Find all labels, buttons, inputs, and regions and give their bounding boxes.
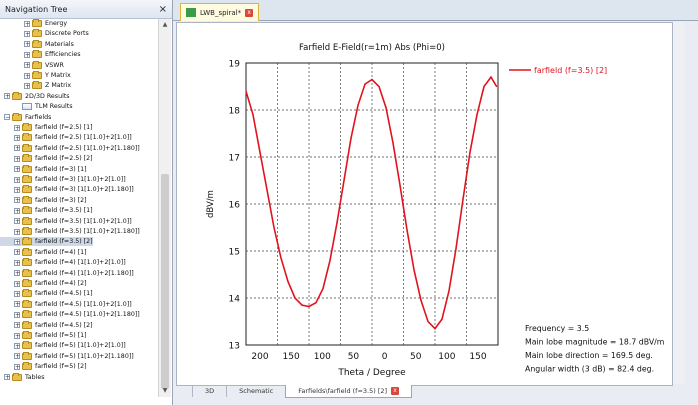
tree-item-label: farfield (f=4.5) [1] bbox=[35, 290, 93, 298]
tree-item-label: 2D/3D Results bbox=[25, 92, 70, 100]
data-point bbox=[357, 105, 358, 106]
data-point bbox=[496, 86, 497, 87]
tree-item[interactable] bbox=[0, 175, 126, 184]
tree-item-label: farfield (f=3.5) [1[1.0]+2[1.180]] bbox=[35, 228, 140, 235]
expand-icon[interactable]: + bbox=[15, 249, 21, 257]
data-point bbox=[385, 107, 386, 108]
tree-item-label: farfield (f=2.5) [1[1.0]+2[1.180]] bbox=[35, 144, 140, 152]
tree-item-label: farfield (f=4.5) [1[1.0]+2[1.0]] bbox=[35, 300, 132, 308]
tree-item-label: farfield (f=3) [2] bbox=[35, 196, 87, 204]
tree-item-label: Discrete Ports bbox=[45, 30, 89, 38]
tree-item[interactable] bbox=[0, 362, 87, 371]
bottom-tab[interactable] bbox=[285, 385, 412, 398]
folder-icon bbox=[22, 311, 32, 318]
expand-icon[interactable]: + bbox=[15, 332, 21, 340]
tree-item-label: TLM Results bbox=[35, 103, 73, 111]
data-point bbox=[315, 302, 316, 303]
x-tick-label: 0 bbox=[381, 352, 388, 362]
tree-item-label: farfield (f=5) [2] bbox=[35, 363, 87, 371]
expand-icon[interactable]: + bbox=[15, 228, 21, 236]
folder-icon bbox=[22, 259, 32, 266]
expand-icon[interactable]: + bbox=[15, 353, 21, 361]
expand-icon[interactable]: + bbox=[15, 342, 21, 350]
tree-item[interactable] bbox=[0, 300, 132, 309]
bottom-tab-bar bbox=[176, 385, 671, 405]
folder-icon bbox=[32, 30, 42, 37]
data-point bbox=[413, 269, 414, 270]
data-point bbox=[280, 257, 281, 258]
data-point bbox=[476, 114, 477, 115]
data-point bbox=[427, 321, 428, 322]
x-tick-label: 200 bbox=[251, 352, 269, 362]
tree-item[interactable] bbox=[0, 71, 71, 80]
tree-item[interactable] bbox=[0, 341, 126, 350]
data-point bbox=[434, 328, 435, 329]
folder-icon bbox=[22, 155, 32, 162]
folder-icon bbox=[22, 228, 32, 235]
folder-icon bbox=[22, 301, 32, 308]
tree-item-label: farfield (f=3) [1[1.0]+2[1.180]] bbox=[35, 186, 134, 194]
x-tick-label: 50 bbox=[347, 352, 360, 362]
expand-icon[interactable]: + bbox=[25, 20, 31, 28]
folder-icon bbox=[32, 51, 42, 58]
folder-icon bbox=[32, 41, 42, 48]
tree-item-label: VSWR bbox=[45, 61, 64, 69]
tab-lwb-spiral[interactable] bbox=[180, 3, 259, 21]
tree-item[interactable] bbox=[0, 227, 140, 236]
expand-icon[interactable]: + bbox=[15, 197, 21, 205]
expand-icon[interactable]: + bbox=[25, 41, 31, 49]
folder-icon bbox=[22, 218, 32, 225]
close-tab-icon[interactable]: x bbox=[245, 9, 253, 17]
navigation-tree-panel bbox=[0, 0, 173, 405]
chart-title: Farfield E-Field(r=1m) Abs (Phi=0) bbox=[299, 43, 445, 53]
tree-item[interactable] bbox=[0, 185, 134, 194]
tree-item[interactable] bbox=[0, 154, 93, 163]
data-point bbox=[455, 248, 456, 249]
expand-icon[interactable]: + bbox=[5, 93, 11, 101]
expand-icon[interactable]: + bbox=[15, 218, 21, 226]
collapse-icon[interactable]: − bbox=[5, 114, 11, 122]
y-tick-label: 16 bbox=[228, 200, 240, 211]
folder-icon bbox=[22, 290, 32, 297]
tree-item-label: farfield (f=3) [1] bbox=[35, 165, 87, 173]
tree-scrollbar[interactable] bbox=[158, 19, 171, 397]
tree-item[interactable] bbox=[0, 81, 71, 90]
y-tick-label: 18 bbox=[228, 106, 240, 117]
data-point bbox=[273, 227, 274, 228]
tree-item[interactable] bbox=[0, 352, 134, 361]
tree-item-label: farfield (f=3.5) [1] bbox=[35, 207, 93, 215]
tree-item[interactable] bbox=[0, 373, 45, 382]
bottom-tab[interactable] bbox=[226, 385, 285, 397]
folder-icon bbox=[22, 322, 32, 329]
data-point bbox=[294, 297, 295, 298]
plot-panel bbox=[176, 22, 673, 386]
data-point bbox=[350, 138, 351, 139]
tree-item[interactable] bbox=[0, 310, 140, 319]
tree-item[interactable] bbox=[0, 217, 132, 226]
data-point bbox=[399, 185, 400, 186]
tree-item[interactable] bbox=[0, 321, 93, 330]
data-point bbox=[336, 222, 337, 223]
folder-icon bbox=[22, 186, 32, 193]
bottom-tab-label: Schematic bbox=[239, 387, 274, 395]
expand-icon[interactable]: + bbox=[15, 145, 21, 153]
tree-item[interactable] bbox=[0, 165, 87, 174]
data-point bbox=[329, 260, 330, 261]
folder-icon bbox=[22, 176, 32, 183]
expand-icon[interactable]: + bbox=[5, 374, 11, 382]
folder-icon bbox=[22, 363, 32, 370]
info-line: Main lobe magnitude = 18.7 dBV/m bbox=[525, 337, 665, 347]
data-point bbox=[322, 288, 323, 289]
folder-icon bbox=[22, 249, 32, 256]
expand-icon[interactable]: + bbox=[15, 259, 21, 267]
bottom-tab[interactable] bbox=[192, 385, 226, 397]
tree-item[interactable] bbox=[0, 289, 93, 298]
folder-icon bbox=[32, 62, 42, 69]
folder-icon bbox=[22, 145, 32, 152]
navigation-tree-header bbox=[0, 0, 172, 19]
folder-icon bbox=[32, 72, 42, 79]
close-tab-icon[interactable]: x bbox=[391, 387, 399, 395]
tree-item[interactable] bbox=[0, 144, 140, 153]
tree-item-label: Y Matrix bbox=[45, 72, 71, 79]
tree-item-label: Energy bbox=[45, 20, 68, 27]
bottom-tab-label: Farfields\farfield (f=3.5) [2] bbox=[298, 387, 388, 395]
x-tick-label: 150 bbox=[282, 352, 300, 362]
expand-icon[interactable]: + bbox=[15, 238, 21, 246]
tree-item-label: Farfields bbox=[25, 113, 52, 121]
result-icon bbox=[22, 103, 32, 110]
data-point bbox=[392, 142, 393, 143]
y-tick-label: 19 bbox=[228, 59, 240, 70]
data-point bbox=[483, 86, 484, 87]
folder-icon bbox=[22, 270, 32, 277]
tree-item[interactable] bbox=[0, 248, 87, 257]
tree-item-label: farfield (f=3.5) [2] bbox=[35, 238, 93, 246]
folder-icon bbox=[22, 353, 32, 360]
data-point bbox=[259, 152, 260, 153]
tree-item-label: farfield (f=5) [1[1.0]+2[1.0]] bbox=[35, 342, 126, 350]
data-point bbox=[252, 114, 253, 115]
tree-item-label: farfield (f=4.5) [2] bbox=[35, 321, 93, 329]
folder-icon bbox=[12, 374, 22, 381]
y-tick-label: 17 bbox=[228, 153, 240, 164]
expand-icon[interactable]: + bbox=[25, 51, 31, 59]
legend-label: farfield (f=3.5) [2] bbox=[534, 66, 608, 75]
expand-icon[interactable]: + bbox=[15, 134, 21, 142]
tree-item-label: Materials bbox=[45, 40, 74, 48]
expand-icon[interactable]: + bbox=[25, 82, 31, 90]
data-point bbox=[490, 77, 491, 78]
tree-item-label: Z Matrix bbox=[45, 82, 72, 90]
folder-icon bbox=[32, 20, 42, 27]
scrollbar-thumb[interactable] bbox=[161, 174, 169, 389]
info-line: Angular width (3 dB) = 82.4 deg. bbox=[525, 364, 655, 374]
expand-icon[interactable]: + bbox=[15, 186, 21, 194]
tree-item-label: farfield (f=2.5) [2] bbox=[35, 155, 93, 163]
tree-item[interactable] bbox=[0, 279, 87, 288]
tree-item-label: farfield (f=4) [2] bbox=[35, 280, 87, 287]
x-tick-label: 50 bbox=[409, 352, 422, 362]
expand-icon[interactable]: + bbox=[15, 322, 21, 330]
expand-icon[interactable]: + bbox=[15, 301, 21, 309]
tree-item-label: farfield (f=2.5) [1[1.0]+2[1.0]] bbox=[35, 134, 132, 142]
x-tick-label: 100 bbox=[313, 352, 331, 362]
info-line: Frequency = 3.5 bbox=[525, 324, 590, 333]
tree-item[interactable] bbox=[0, 133, 132, 142]
tree-item[interactable] bbox=[0, 206, 93, 215]
bottom-tab-label: 3D bbox=[205, 387, 215, 395]
tree-item[interactable] bbox=[0, 269, 134, 278]
data-point bbox=[287, 281, 288, 282]
tree-item-label: farfield (f=4.5) [1[1.0]+2[1.180]] bbox=[35, 311, 140, 319]
data-point bbox=[469, 152, 470, 153]
x-tick-label: 100 bbox=[438, 352, 456, 362]
navigation-tree bbox=[0, 19, 158, 397]
tree-item-label: farfield (f=2.5) [1] bbox=[35, 124, 93, 131]
data-point bbox=[420, 300, 421, 301]
data-point bbox=[462, 199, 463, 200]
expand-icon[interactable]: + bbox=[25, 62, 31, 70]
tree-item[interactable] bbox=[0, 113, 51, 122]
expand-icon[interactable]: + bbox=[15, 311, 21, 319]
folder-icon bbox=[22, 332, 32, 339]
tree-item-label: farfield (f=5) [1] bbox=[35, 332, 87, 339]
folder-icon bbox=[22, 342, 32, 349]
tree-item-label: farfield (f=5) [1[1.0]+2[1.180]] bbox=[35, 352, 134, 360]
data-point bbox=[308, 306, 309, 307]
data-point bbox=[371, 79, 372, 80]
tree-item-label: farfield (f=4) [1[1.0]+2[1.0]] bbox=[35, 259, 126, 267]
tree-item[interactable] bbox=[0, 196, 87, 205]
data-point bbox=[301, 304, 302, 305]
folder-icon bbox=[22, 280, 32, 287]
folder-icon bbox=[12, 114, 22, 121]
data-point bbox=[406, 229, 407, 230]
tree-item[interactable] bbox=[0, 19, 67, 28]
expand-icon[interactable]: + bbox=[15, 124, 21, 132]
tree-item[interactable] bbox=[0, 61, 64, 70]
plot-side-strip bbox=[673, 22, 685, 384]
data-point bbox=[364, 84, 365, 85]
expand-icon[interactable]: + bbox=[15, 155, 21, 163]
tree-item[interactable] bbox=[0, 102, 73, 111]
x-axis-label: Theta / Degree bbox=[338, 368, 406, 378]
tree-item-label: Efficiencies bbox=[45, 51, 81, 59]
tree-item[interactable] bbox=[0, 258, 126, 267]
folder-icon bbox=[22, 197, 32, 204]
tree-item[interactable] bbox=[0, 50, 81, 59]
expand-icon[interactable]: + bbox=[15, 280, 21, 288]
y-tick-label: 15 bbox=[228, 247, 240, 258]
expand-icon[interactable]: + bbox=[25, 30, 31, 38]
expand-icon[interactable]: + bbox=[15, 176, 21, 184]
tree-item-label: farfield (f=4) [1] bbox=[35, 248, 87, 256]
expand-icon[interactable]: + bbox=[15, 290, 21, 298]
folder-icon bbox=[22, 134, 32, 141]
tree-item[interactable] bbox=[0, 40, 74, 49]
y-tick-label: 14 bbox=[228, 294, 240, 305]
close-icon[interactable]: × bbox=[158, 3, 167, 15]
folder-icon bbox=[22, 207, 32, 214]
expand-icon[interactable]: + bbox=[25, 72, 31, 80]
data-point bbox=[245, 91, 246, 92]
expand-icon[interactable]: + bbox=[15, 207, 21, 215]
tree-item[interactable] bbox=[0, 92, 70, 101]
expand-icon[interactable]: + bbox=[15, 166, 21, 174]
folder-icon bbox=[12, 93, 22, 100]
folder-icon bbox=[32, 82, 42, 89]
y-axis-label: dBV/m bbox=[206, 190, 216, 218]
x-tick-label: 150 bbox=[469, 352, 487, 362]
data-point bbox=[448, 290, 449, 291]
data-point bbox=[441, 319, 442, 320]
document-tab-bar bbox=[173, 0, 698, 21]
data-point bbox=[378, 86, 379, 87]
farfield-plot bbox=[177, 23, 672, 385]
expand-icon[interactable]: + bbox=[15, 270, 21, 278]
navigation-tree-title: Navigation Tree bbox=[5, 4, 68, 14]
y-tick-label: 13 bbox=[228, 341, 240, 352]
tree-item[interactable] bbox=[0, 123, 93, 132]
data-point bbox=[266, 189, 267, 190]
folder-icon bbox=[22, 238, 32, 245]
scroll-up-icon[interactable]: ▲ bbox=[162, 21, 168, 28]
data-point bbox=[343, 180, 344, 181]
tree-item-label: Tables bbox=[25, 373, 45, 381]
info-line: Main lobe direction = 169.5 deg. bbox=[525, 351, 653, 360]
project-icon bbox=[186, 8, 196, 17]
folder-icon bbox=[22, 166, 32, 173]
scroll-down-icon[interactable]: ▼ bbox=[162, 387, 168, 394]
tab-label: LWB_spiral* bbox=[200, 8, 242, 17]
expand-icon[interactable]: + bbox=[15, 363, 21, 371]
tree-item[interactable] bbox=[0, 331, 87, 340]
folder-icon bbox=[22, 124, 32, 131]
tree-item[interactable] bbox=[0, 29, 89, 38]
tree-item-label: farfield (f=4) [1[1.0]+2[1.180]] bbox=[35, 269, 134, 277]
tree-item[interactable] bbox=[0, 237, 93, 246]
tree-item-label: farfield (f=3) [1[1.0]+2[1.0]] bbox=[35, 176, 126, 183]
tree-item-label: farfield (f=3.5) [1[1.0]+2[1.0]] bbox=[35, 217, 132, 225]
